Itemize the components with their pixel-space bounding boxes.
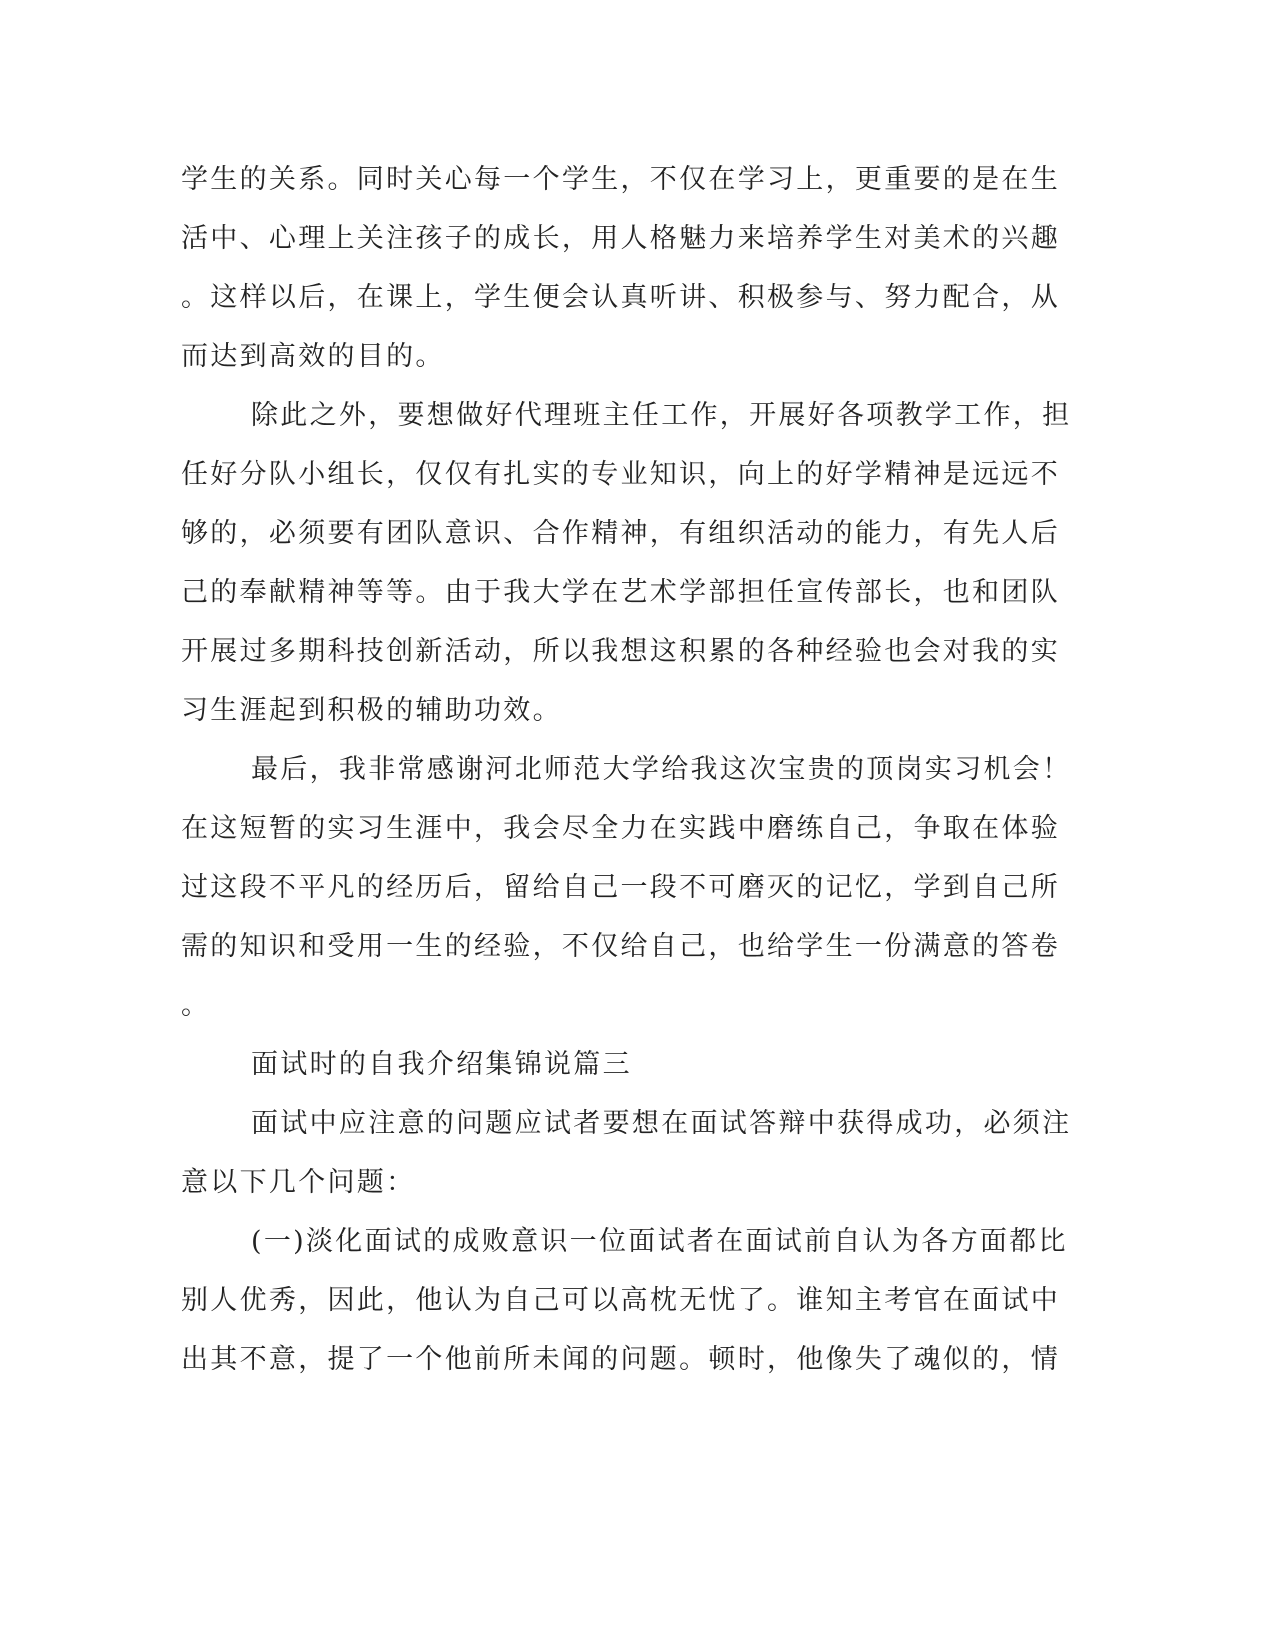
text-line: 己的奉献精神等等。由于我大学在艺术学部担任宣传部长，也和团队	[181, 577, 1060, 608]
text-line: 。这样以后，在课上，学生便会认真听讲、积极参与、努力配合，从	[181, 282, 1060, 313]
paragraph-first-line: (一)淡化面试的成败意识一位面试者在面试前自认为各方面都比	[251, 1226, 1068, 1257]
text-line: 够的，必须要有团队意识、合作精神，有组织活动的能力，有先人后	[181, 518, 1060, 549]
text-line: 过这段不平凡的经历后，留给自己一段不可磨灭的记忆，学到自己所	[181, 872, 1060, 903]
paragraph-first-line: 面试中应注意的问题应试者要想在面试答辩中获得成功，必须注	[251, 1108, 1072, 1139]
text-line: 而达到高效的目的。	[181, 341, 445, 372]
text-line: 需的知识和受用一生的经验，不仅给自己，也给学生一份满意的答卷	[181, 931, 1060, 962]
text-line: 在这短暂的实习生涯中，我会尽全力在实践中磨练自己，争取在体验	[181, 813, 1060, 844]
text-line: 活中、心理上关注孩子的成长，用人格魅力来培养学生对美术的兴趣	[181, 223, 1060, 254]
text-line: 习生涯起到积极的辅助功效。	[181, 695, 562, 726]
text-line: 开展过多期科技创新活动，所以我想这积累的各种经验也会对我的实	[181, 636, 1060, 667]
paragraph-first-line: 最后，我非常感谢河北师范大学给我这次宝贵的顶岗实习机会！	[251, 754, 1072, 785]
text-line: 意以下几个问题：	[181, 1167, 416, 1198]
text-line: 任好分队小组长，仅仅有扎实的专业知识，向上的好学精神是远远不	[181, 459, 1060, 490]
paragraph-first-line: 除此之外，要想做好代理班主任工作，开展好各项教学工作，担	[251, 400, 1072, 431]
section-heading: 面试时的自我介绍集锦说篇三	[251, 1049, 632, 1080]
text-line: 。	[181, 990, 211, 1021]
text-line: 出其不意，提了一个他前所未闻的问题。顿时，他像失了魂似的，情	[181, 1344, 1060, 1375]
text-line: 学生的关系。同时关心每一个学生，不仅在学习上，更重要的是在生	[181, 164, 1060, 195]
text-line: 别人优秀，因此，他认为自己可以高枕无忧了。谁知主考官在面试中	[181, 1285, 1060, 1316]
